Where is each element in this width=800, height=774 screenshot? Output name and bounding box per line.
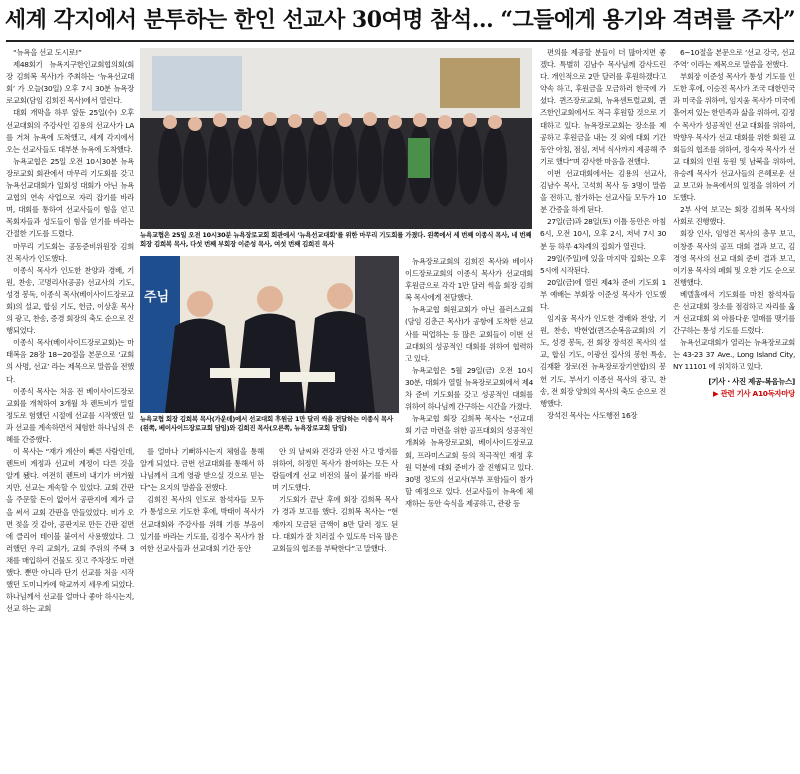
- paragraph: 뉴욕장로교회의 김희진 목사와 베이사이드장로교회의 이종식 목사가 선교대회 후원금으로 각각 1만 달러 씩을 회장 김희복 목사에게 전달했다.: [405, 257, 533, 303]
- article-credit: [기사 · 사진 제공-복음뉴스]: [708, 376, 795, 386]
- paragraph: 이번 선교대회에서는 김용의 선교사, 김남수 목사, 고석희 목사 등 3명이 말씀을 전하고, 참가하는 선교사들 모두가 10분 간증을 하게 된다.: [540, 168, 666, 215]
- article-column-1: [6, 47, 134, 774]
- paragraph: 뉴욕교협 회원교회가 아닌 플러스교회(담임 김춘근 목사)가 공항에 도착한 선교사를 픽업하는 등 많은 교회들이 이번 선교대회의 성공적인 대회를 위하여 협력하고 있다.: [405, 305, 533, 363]
- paragraph: 편의를 제공할 분들이 더 많아지면 좋겠다. 특별히 김남수 목사님께 감사드린다. 개인적으로 2만 달러를 후원하겠다고 약속 하고, 후원금을 모금하러 한국에 가셨다. 퀸즈장로교회, 뉴욕센트럴교회, 퀸즈한인교회에서도 적극 후원할 것으로 기대하고 있다. 뉴욕장로교회는 장소를 제공하고 후원금을 내는 것 외에 대회 기간 동안 아침, 점심, 저녁 식사까지 제공해 주기로 했다”며 감사한 마음을 전했다.: [540, 48, 666, 166]
- paragraph: 부회장 이준성 목사가 통성 기도를 인도한 후에, 이승진 목사가 조국 대한민국과 미국을 위하여, 임지움 목사가 미국에 흩어져 있는 한민족과 삶을 위하여, 김정수 목사가 성공적인 선교 대회를 위하여, 박향우 목사가 선교 대회를 위한 회원 교회들의 협조를 위하여, 정숙자 목사가 선교 대회의 인원 동원 및 남북을 위하여, 유승례 목사가 선교사들의 은혜로운 선교 보고와 뉴욕에서의 일정을 위하여 기도했다.: [673, 72, 795, 203]
- paragraph: 장석진 목사는 사도행전 16장: [547, 410, 638, 420]
- paragraph: 안 의 날씨와 건강과 안전 사고 방지를 위하여, 허정민 목사가 참여하는 모든 사람들에게 선교 비전의 불이 붙기를 바라며 기도했다.: [272, 447, 398, 493]
- paragraph: 뉴욕교협 회장 김희복 목사는 “선교대회 기금 마련을 위한 골프대회의 성공적인 개최와 뉴욕장로교회, 베이사이드장로교회, 프라미스교회 등의 적극적인 재정 후원 덕분에 대회 준비가 잘 진행되고 있다. 30명 정도의 선교사(부부 포함)들이 참가할 예정으로 있다. 선교사들이 뉴욕에 체재하는 동안 숙식을 제공하고, 관광 등: [405, 414, 533, 508]
- donation-photo: [140, 256, 399, 413]
- paragraph: “뉴욕을 선교 도시로!”: [13, 48, 82, 57]
- group-photo: [140, 48, 532, 229]
- paragraph: 회장 인사, 임영건 목사의 총무 보고, 이창종 목사의 골프 대회 결과 보고, 김경영 목사의 선교 대회 준비 결과 보고, 이기용 목사의 폐회 및 오찬 기도 순으로 진행했다.: [673, 229, 795, 287]
- paragraph: 를 얼마나 기뻐하시는지 체험을 통해 알게 되었다. 금번 선교대회를 통해서 하나님께서 크게 영광 받으실 것으로 믿는다”는 요지의 말씀을 전했다.: [140, 447, 264, 493]
- paragraph: 베델홀에서 기도회를 마친 참석자들은 선교대회 장소를 점검하고 자리를 옮겨 선교대회 외 아름다운 열매를 맺기를 간구하는 통성 기도를 드렸다.: [673, 289, 795, 336]
- paragraph: 이종식 목사가 인도한 찬양과 경배, 기원, 찬송, 고명리사(공공) 선교사의 기도, 성경 봉독, 이종식 목사(베이사이드장로교회)의 설교, 합심 기도, 헌금, 이상훈 목사의 광고, 찬송, 증경 회장의 축도 순으로 진행되었다.: [6, 265, 134, 336]
- paragraph: 이 목사는 “재가 계산이 빠른 사람인데, 렌트비 계정과 선교비 계정이 다른 것을 알게 됐다. 여전히 렌트비 내기가 버거웠지만, 선교는 계속할 수 있었다. 교회 간판을 주문할 돈이 없어서 공판지에 제가 글을 써서 교회 간판을 만들었었다. 비가 오면 젖을 것 같아, 공판지로 만든 간판 겉면에 클리어 테이블 붙여서 사용했었다. 그러했던 우리 교회가, 교회 주위의 주택 3채를 매입하여 건물도 짓고 주차장도 마련했다. 뿐만 아니라 단기 선교를 처음 시작했던 도미니카에 학교까지 세우게 되었다. 하나님께서 선교를 얼마나 좋아 하시는지, 선교 하는 교회: [6, 447, 134, 614]
- article-column-2: [140, 446, 264, 774]
- paragraph: 27일(금)과 28일(토) 이틀 동안은 아침 6시, 오전 10시, 오후 2시, 저녁 7시 30분 등 하루 4차례의 집회가 열린다.: [540, 217, 666, 251]
- article-column-3: [272, 446, 398, 774]
- sign-text: 주님: [144, 290, 170, 305]
- paragraph: 뉴욕교협은 5월 29일(금) 오전 10시 30분, 대회가 열릴 뉴욕장로교회에서 제4차 준비 기도회를 갖고 성공적인 대회를 위하여 하나님께 간구하는 시간을 가졌다.: [405, 365, 533, 412]
- paragraph: 기도회가 끝난 후에 회장 김희복 목사가 경과 보고를 했다. 김희복 목사는 “현재까지 모금된 금액이 8만 달러 정도 된다. 대회가 잘 치러질 수 있도록 더욱 많은 교회들의 협조를 부탁한다”고 말했다.: [272, 495, 398, 553]
- paragraph: 뉴욕선교대회가 열리는 뉴욕장로교회는 43-23 37 Ave., Long Island City, NY 11101 에 위치하고 있다.: [673, 338, 795, 372]
- paragraph: 20일(금)에 열린 제4차 준비 기도회 1부 예배는 부회장 이준성 목사가 인도했다.: [540, 277, 666, 311]
- paragraph: 이종식 목사는 처음 전 베이사이드장로교회를 개척하여 3개월 차 렌트비가 밀릴 정도로 험했던 시절에 선교를 시작했던 일과 선교를 계속하면서 체험한 하나님의 은혜를 간증했다.: [6, 386, 134, 444]
- paragraph: 뉴욕교협은 25일 오전 10시30분 뉴욕장로교회 회관에서 마무리 기도회를 갖고 뉴욕선교대회가 일회성 대회가 아닌 뉴욕교협의 연속 사업으로 자리 잡기를 바라며, 대회를 통하여 선교사들이 힘을 얻고 목회자들과 성도들이 힘을 얻기를 바라는 간절한 기도를 드렸다.: [6, 156, 134, 239]
- paragraph: 제48회기 뉴욕지구한인교회협의회(회장 김희복 목사)가 주최하는 ‘뉴욕선교대회’ 가 오늘(30일) 오후 7시 30분 뉴욕장로교회(담임 김희진 목사)에서 열린다.: [6, 60, 134, 106]
- headline: 세계 각지에서 분투하는 한인 선교사 30여명 참석… “그들에게 용기와 격려를 주자”: [4, 7, 796, 33]
- article-column-6: [673, 47, 795, 774]
- group-photo-caption: 뉴욕교협은 25일 오전 10시30분 뉴욕장로교회 회관에서 ‘뉴욕선교대회’를 위한 마무리 기도회를 가졌다. 왼쪽에서 세 번째 이종식 목사, 네 번째 회장 김희복 목사, 다섯 번째 부회장 이준성 목사, 여섯 번째 김희진 목사: [140, 231, 532, 248]
- paragraph: 김희진 목사의 인도로 참석자들 모두가 통성으로 기도한 후에, 박태이 목사가 선교대회와 주강사를 위해 기름 부음이 있기를 바라는 기도를, 김정수 목사가 참여한 선교사들과 선교대회 기간 동안: [140, 495, 264, 553]
- paragraph: 마무리 기도회는 공동준비위원장 김희진 목사가 인도했다.: [6, 241, 134, 263]
- headline-rule: [6, 40, 794, 42]
- paragraph: 2부 사역 보고는 회장 김희복 목사의 사회로 진행했다.: [673, 205, 795, 227]
- paragraph: 대회 개막을 하루 앞둔 25일(수) 오후 선교대회의 주강사인 김용의 선교사가 LA를 거쳐 뉴욕에 도착했고, 세계 각지에서 오는 선교사들도 대부분 뉴욕에 도착했다.: [6, 108, 134, 154]
- donation-photo-caption: 뉴욕교협 회장 김희복 목사(가운데)에서 선교대회 후원금 1만 달러 씩을 전달하는 이종식 목사(왼쪽, 베이사이드장로교회 담임)와 김희진 목사(오른쪽, 뉴욕장로교회 담임): [140, 415, 393, 432]
- article-column-4: [405, 256, 533, 774]
- related-article-link[interactable]: ▶ 관련 기사 A10독자마당: [712, 388, 795, 398]
- paragraph: 임지움 목사가 인도한 경배와 찬양, 기원, 찬송, 박현엽(퀸즈순복음교회)의 기도, 성경 봉독, 전 회장 장석진 목사의 설교, 합심 기도, 이광선 집사의 봉헌 특송, 김재환 장로(전 뉴욕장로장기연합)의 봉헌 기도, 부서기 이종선 목사의 광고, 찬송, 전 회장 양희의 목사의 축도 순으로 진행했다.: [540, 314, 666, 408]
- paragraph: 이종식 목사(베이사이드장로교회)는 마태복음 28장 18~20절을 본문으로 ‘교회의 사명, 선교’ 라는 제목으로 말씀을 전했다.: [6, 338, 134, 384]
- article-column-5: [540, 47, 666, 774]
- paragraph: 29일(주일)에 있을 마지막 집회는 오후 5시에 시작된다.: [540, 253, 666, 275]
- paragraph: 6~10절을 본문으로 ‘선교 강국, 선교 주역’ 이라는 제목으로 말씀을 전했다.: [673, 48, 795, 70]
